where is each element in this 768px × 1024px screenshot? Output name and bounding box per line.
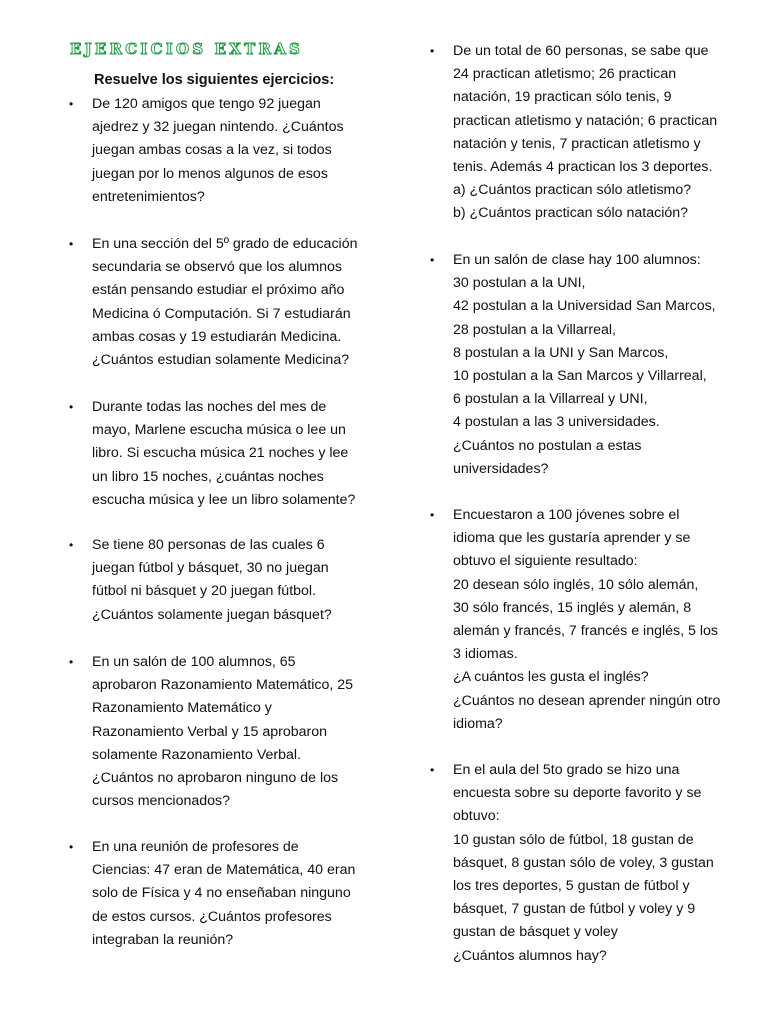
bullet-icon: • [69, 400, 74, 414]
exercise-item [69, 836, 372, 952]
exercise-text: En un salón de clase hay 100 alumnos: 30 postulan a la UNI, 42 postulan a la Universidad San Marcos, 28 postulan a la Villarreal, 8 postulan a la UNI y San Marcos, 10 postulan a la San Marcos y Villarreal, 6 postulan a la Villarreal y UNI, 4 postulan a las 3 universidades. ¿Cuántos no postulan a estas universidades? [453, 252, 716, 477]
instructions-heading: Resuelve los siguientes ejercicios: [94, 72, 335, 88]
exercise-item [430, 504, 743, 736]
exercise-item [430, 40, 743, 226]
exercise-text: Durante todas las noches del mes de mayo, Marlene escucha música o lee un libro. Si escucha música 21 noches y lee un libro 15 noches, ¿cuántas noches escucha música y lee un libro solamente? [92, 399, 356, 508]
exercise-text: En una reunión de profesores de Ciencias: 47 eran de Matemática, 40 eran solo de Física y 4 no enseñaban ninguno de estos cursos. ¿Cuántos profesores integraban la reunión? [92, 839, 356, 948]
exercise-item [430, 249, 743, 481]
page-title: EJERCICIOS EXTRAS [70, 40, 304, 58]
exercise-item [430, 759, 743, 968]
bullet-icon: • [430, 508, 435, 522]
bullet-icon: • [69, 655, 74, 669]
bullet-icon: • [69, 237, 74, 251]
bullet-icon: • [430, 763, 435, 777]
exercise-item [69, 93, 372, 209]
bullet-icon: • [430, 253, 435, 267]
exercise-text: En una sección del 5º grado de educación secundaria se observó que los alumnos están pensando estudiar el próximo año Medicina ó Computación. Si 7 estudiarán ambas cosas y 19 estudiarán Medicina. ¿Cuántos estudian solamente Medicina? [92, 236, 358, 369]
bullet-icon: • [69, 840, 74, 854]
bullet-icon: • [430, 44, 435, 58]
exercise-text: De 120 amigos que tengo 92 juegan ajedrez y 32 juegan nintendo. ¿Cuántos juegan ambas cosas a la vez, si todos juegan por lo menos algunos de esos entretenimientos? [92, 96, 344, 205]
exercise-item [69, 651, 372, 813]
exercise-item [69, 233, 372, 372]
exercise-text: En un salón de 100 alumnos, 65 aprobaron Razonamiento Matemático, 25 Razonamiento Matemático y Razonamiento Verbal y 15 aprobaron solamente Razonamiento Verbal. ¿Cuántos no aprobaron ninguno de los cursos mencionados? [92, 654, 354, 810]
exercise-item [69, 396, 372, 512]
bullet-icon: • [69, 538, 74, 552]
exercise-text: En el aula del 5to grado se hizo una encuesta sobre su deporte favorito y se obtuvo: 10 gustan sólo de fútbol, 18 gustan de básquet, 8 gustan sólo de voley, 3 gustan los tres deportes, 5 gustan de fútbol y básquet, 7 gustan de fútbol y voley y 9 gustan de básquet y voley ¿Cuántos alumnos hay? [453, 762, 714, 964]
exercise-item [69, 534, 372, 627]
bullet-icon: • [69, 97, 74, 111]
exercise-text: De un total de 60 personas, se sabe que 24 practican atletismo; 26 practican natación, 19 practican sólo tenis, 9 practican atletismo y natación; 6 practican natación y tenis, 7 practican atletismo y tenis. Además 4 practican los 3 deportes. a) ¿Cuántos practican sólo atletismo? b) ¿Cuántos practican sólo natación? [453, 43, 718, 222]
exercise-text: Encuestaron a 100 jóvenes sobre el idioma que les gustaría aprender y se obtuvo el siguiente resultado: 20 desean sólo inglés, 10 sólo alemán, 30 sólo francés, 15 inglés y alemán, 8 alemán y francés, 7 francés e inglés, 5 los 3 idiomas. ¿A cuántos les gusta el inglés? ¿Cuántos no desean aprender ningún otro idioma? [453, 507, 721, 732]
exercise-text: Se tiene 80 personas de las cuales 6 juegan fútbol y básquet, 30 no juegan fútbol ni básquet y 20 juegan fútbol. ¿Cuántos solamente juegan básquet? [92, 537, 332, 623]
